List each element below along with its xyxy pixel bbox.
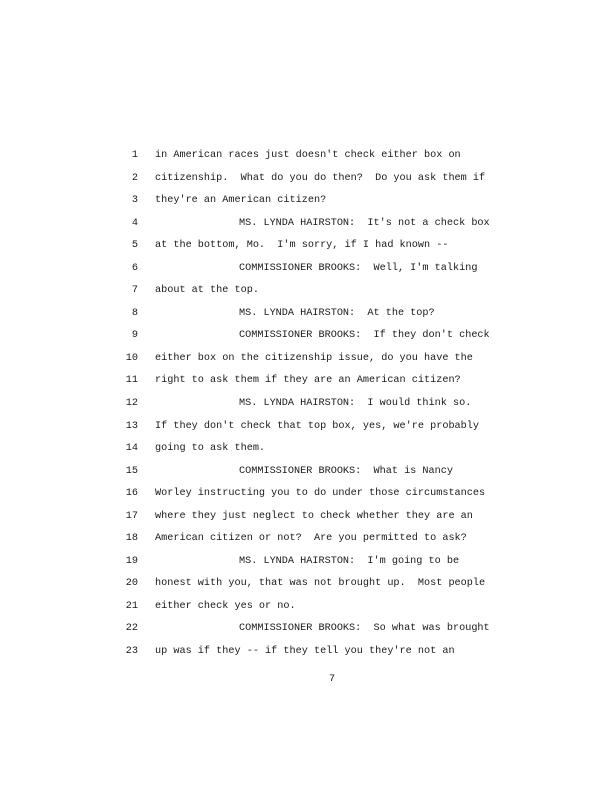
transcript-line bbox=[0, 283, 612, 306]
line-text: MS. LYNDA HAIRSTON: It's not a check box bbox=[239, 217, 490, 229]
line-text: they're an American citizen? bbox=[155, 195, 327, 207]
line-text: about at the top. bbox=[155, 285, 259, 297]
transcript-line bbox=[0, 306, 612, 329]
transcript-line bbox=[0, 216, 612, 239]
line-number: 2 bbox=[131, 172, 138, 184]
transcript-line bbox=[0, 464, 612, 487]
line-number: 17 bbox=[125, 510, 138, 522]
line-text: either box on the citizenship issue, do you have the bbox=[155, 352, 473, 364]
line-number: 13 bbox=[125, 420, 138, 432]
line-text: citizenship. What do you do then? Do you ask them if bbox=[155, 172, 486, 184]
transcript-line bbox=[0, 531, 612, 554]
line-number: 15 bbox=[125, 465, 138, 477]
line-number: 20 bbox=[125, 578, 138, 590]
line-text: American citizen or not? Are you permitted to ask? bbox=[155, 533, 467, 545]
transcript-line bbox=[0, 644, 612, 667]
transcript-line bbox=[0, 238, 612, 261]
line-number: 19 bbox=[125, 555, 138, 567]
line-text: up was if they -- if they tell you they're not an bbox=[155, 646, 455, 658]
transcript-body bbox=[0, 148, 612, 667]
transcript-line bbox=[0, 148, 612, 171]
transcript-line bbox=[0, 373, 612, 396]
line-number: 7 bbox=[131, 285, 138, 297]
line-number: 16 bbox=[125, 488, 138, 500]
line-text: COMMISSIONER BROOKS: What is Nancy bbox=[239, 465, 453, 477]
transcript-line bbox=[0, 509, 612, 532]
line-number: 12 bbox=[125, 398, 138, 410]
transcript-line bbox=[0, 193, 612, 216]
transcript-line bbox=[0, 171, 612, 194]
transcript-line bbox=[0, 351, 612, 374]
line-text: If they don't check that top box, yes, we're probably bbox=[155, 420, 480, 432]
line-text: at the bottom, Mo. I'm sorry, if I had known -- bbox=[155, 240, 449, 252]
line-text: where they just neglect to check whether they are an bbox=[155, 510, 473, 522]
line-number: 22 bbox=[125, 623, 138, 635]
line-text: COMMISSIONER BROOKS: So what was brought bbox=[239, 623, 490, 635]
transcript-line bbox=[0, 419, 612, 442]
transcript-line bbox=[0, 441, 612, 464]
line-number: 14 bbox=[125, 443, 138, 455]
line-text: COMMISSIONER BROOKS: Well, I'm talking bbox=[239, 262, 478, 274]
line-text: COMMISSIONER BROOKS: If they don't check bbox=[239, 330, 490, 342]
line-text: going to ask them. bbox=[155, 443, 266, 455]
line-number: 11 bbox=[125, 375, 138, 387]
line-text: MS. LYNDA HAIRSTON: I'm going to be bbox=[239, 555, 460, 567]
line-text: MS. LYNDA HAIRSTON: I would think so. bbox=[239, 398, 472, 410]
transcript-line bbox=[0, 396, 612, 419]
transcript-line bbox=[0, 486, 612, 509]
line-text: right to ask them if they are an American citizen? bbox=[155, 375, 461, 387]
line-number: 4 bbox=[131, 217, 138, 229]
line-text: Worley instructing you to do under those circumstances bbox=[155, 488, 486, 500]
transcript-line bbox=[0, 576, 612, 599]
line-number: 3 bbox=[131, 195, 138, 207]
line-number: 10 bbox=[125, 352, 138, 364]
line-number: 9 bbox=[131, 330, 138, 342]
line-number: 23 bbox=[125, 646, 138, 658]
transcript-line bbox=[0, 328, 612, 351]
transcript-line bbox=[0, 261, 612, 284]
line-number: 6 bbox=[131, 262, 138, 274]
line-text: honest with you, that was not brought up. Most people bbox=[155, 578, 486, 590]
line-number: 1 bbox=[131, 150, 138, 161]
line-text: in American races just doesn't check either box on bbox=[155, 150, 461, 161]
page-number: 7 bbox=[328, 674, 336, 685]
line-number: 5 bbox=[131, 240, 138, 252]
line-number: 8 bbox=[131, 307, 138, 319]
transcript-line bbox=[0, 599, 612, 622]
transcript-line bbox=[0, 554, 612, 577]
line-number: 21 bbox=[125, 600, 138, 612]
line-text: either check yes or no. bbox=[155, 600, 296, 612]
line-number: 18 bbox=[125, 533, 138, 545]
transcript-line bbox=[0, 621, 612, 644]
line-text: MS. LYNDA HAIRSTON: At the top? bbox=[239, 307, 435, 319]
